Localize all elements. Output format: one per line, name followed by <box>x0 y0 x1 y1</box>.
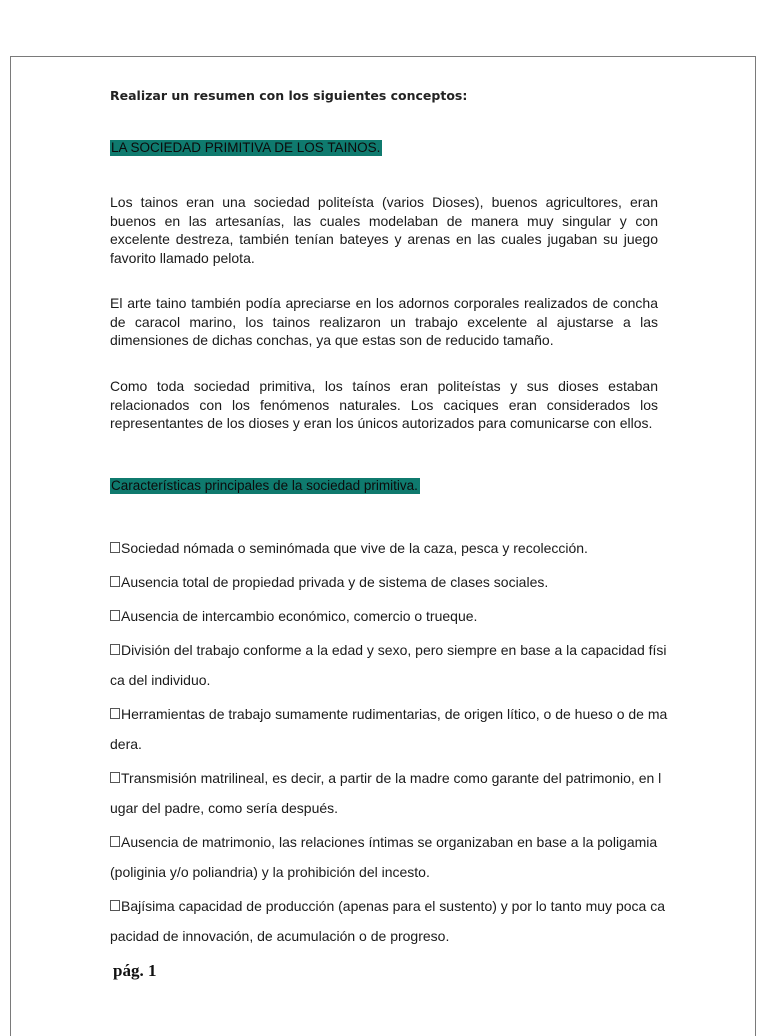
paragraph: Como toda sociedad primitiva, los taínos eran politeístas y sus dioses estaban relacionados con los fenómenos naturales. Los caciques eran considerados los representantes de los dioses y eran los únicos autorizados para comunicarse con ellos. <box>110 378 658 431</box>
paragraph: El arte taino también podía apreciarse en los adornos corporales realizados de concha de caracol marino, los tainos realizaron un trabajo excelente al ajustarse a las dimensiones de dichas conchas, ya que estas son de reducido tamaño. <box>110 295 658 348</box>
list-item <box>110 763 668 823</box>
list-item-text: División del trabajo conforme a la edad y sexo, pero siempre en base a la capacidad física del individuo. <box>110 642 667 688</box>
checkbox-bullet-icon <box>110 644 120 655</box>
section-heading-tainos: LA SOCIEDAD PRIMITIVA DE LOS TAINOS. <box>111 140 381 155</box>
checkbox-bullet-icon <box>110 542 120 553</box>
checkbox-bullet-icon <box>110 836 120 847</box>
list-item-text: Ausencia de intercambio económico, comercio o trueque. <box>121 608 478 624</box>
list-item <box>110 533 668 563</box>
checkbox-bullet-icon <box>110 610 120 621</box>
checkbox-bullet-icon <box>110 576 120 587</box>
list-item <box>110 567 668 597</box>
section-heading-characteristics: Características principales de la sociedad primitiva. <box>111 478 418 493</box>
list-item <box>110 827 668 887</box>
list-item <box>110 891 668 951</box>
list-item-text: Sociedad nómada o seminómada que vive de la caza, pesca y recolección. <box>121 540 588 556</box>
instruction-text: Realizar un resumen con los siguientes conceptos: <box>110 88 468 103</box>
list-item-text: Herramientas de trabajo sumamente rudimentarias, de origen lítico, o de hueso o de madera. <box>110 706 668 752</box>
checkbox-bullet-icon <box>110 772 120 783</box>
list-item-text: Bajísima capacidad de producción (apenas para el sustento) y por lo tanto muy poca capacidad de innovación, de acumulación o de progreso. <box>110 898 665 944</box>
checkbox-bullet-icon <box>110 708 120 719</box>
document-page <box>10 56 756 1036</box>
list-item-text: Transmisión matrilineal, es decir, a partir de la madre como garante del patrimonio, en lugar del padre, como sería después. <box>110 770 662 816</box>
checkbox-bullet-icon <box>110 900 120 911</box>
list-item-text: Ausencia total de propiedad privada y de sistema de clases sociales. <box>121 574 549 590</box>
list-item <box>110 601 668 631</box>
characteristics-list <box>110 533 668 955</box>
list-item-text: Ausencia de matrimonio, las relaciones íntimas se organizaban en base a la poligamia (poliginia y/o poliandria) y la prohibición del incesto. <box>110 834 658 880</box>
page-number: pág. 1 <box>113 961 157 980</box>
paragraph: Los tainos eran una sociedad politeísta (varios Dioses), buenos agricultores, eran buenos en las artesanías, las cuales modelaban de manera muy singular y con excelente destreza, también tenían bateyes y arenas en las cuales jugaban su juego favorito llamado pelota. <box>110 194 658 266</box>
list-item <box>110 635 668 695</box>
list-item <box>110 699 668 759</box>
